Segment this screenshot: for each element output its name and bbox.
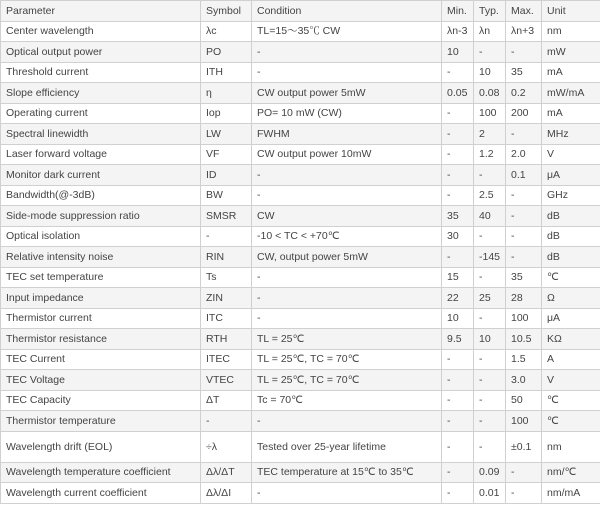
min-cell: - [442,247,474,268]
condition-cell: - [252,288,442,309]
typ-cell: 1.2 [474,144,506,165]
table-row [1,62,600,83]
condition-cell: - [252,42,442,63]
typ-cell: - [474,42,506,63]
condition-cell: - [252,308,442,329]
condition-cell: - [252,185,442,206]
min-cell: 0.05 [442,83,474,104]
table-row [1,103,600,124]
column-header-min: Min. [442,1,474,22]
parameter-cell: Input impedance [1,288,201,309]
unit-cell: mW [542,42,600,63]
max-cell: 200 [506,103,542,124]
typ-cell: - [474,349,506,370]
unit-cell: Ω [542,288,600,309]
table-row [1,431,600,462]
parameter-cell: TEC set temperature [1,267,201,288]
symbol-cell: VF [201,144,252,165]
condition-cell: CW output power 10mW [252,144,442,165]
max-cell: 1.5 [506,349,542,370]
min-cell: - [442,124,474,145]
table-row [1,42,600,63]
parameter-cell: Bandwidth(@-3dB) [1,185,201,206]
symbol-cell: Δλ/ΔT [201,462,252,483]
typ-cell: 10 [474,62,506,83]
condition-cell: TL = 25℃ [252,329,442,350]
column-header-condition: Condition [252,1,442,22]
condition-cell: TL = 25℃, TC = 70℃ [252,370,442,391]
condition-cell: CW, output power 5mW [252,247,442,268]
table-row [1,185,600,206]
typ-cell: - [474,267,506,288]
table-row [1,124,600,145]
typ-cell: - [474,411,506,432]
typ-cell: 2.5 [474,185,506,206]
max-cell: 35 [506,267,542,288]
typ-cell: 40 [474,206,506,227]
table-row [1,411,600,432]
column-header-parameter: Parameter [1,1,201,22]
table-row [1,247,600,268]
condition-cell: - [252,165,442,186]
min-cell: - [442,462,474,483]
symbol-cell: RTH [201,329,252,350]
table-header-row [1,1,600,22]
table-row [1,206,600,227]
condition-cell: FWHM [252,124,442,145]
column-header-max: Max. [506,1,542,22]
condition-cell: TL = 25℃, TC = 70℃ [252,349,442,370]
column-header-typ: Typ. [474,1,506,22]
max-cell: - [506,185,542,206]
table-row [1,370,600,391]
symbol-cell: ITEC [201,349,252,370]
symbol-cell: ID [201,165,252,186]
parameter-cell: Thermistor current [1,308,201,329]
condition-cell: CW output power 5mW [252,83,442,104]
condition-cell: CW [252,206,442,227]
unit-cell: nm/℃ [542,462,600,483]
unit-cell: nm [542,431,600,462]
table-row [1,483,600,504]
typ-cell: 100 [474,103,506,124]
typ-cell: 10 [474,329,506,350]
parameter-cell: Spectral linewidth [1,124,201,145]
parameter-cell: Slope efficiency [1,83,201,104]
unit-cell: ℃ [542,390,600,411]
unit-cell: μA [542,165,600,186]
unit-cell: nm/mA [542,483,600,504]
parameter-cell: Optical output power [1,42,201,63]
typ-cell: - [474,370,506,391]
table-row [1,308,600,329]
min-cell: 10 [442,308,474,329]
symbol-cell: SMSR [201,206,252,227]
condition-cell: -10 < TC < +70℃ [252,226,442,247]
max-cell: 3.0 [506,370,542,391]
typ-cell: 0.08 [474,83,506,104]
symbol-cell: - [201,226,252,247]
max-cell: 28 [506,288,542,309]
symbol-cell: PO [201,42,252,63]
min-cell: 9.5 [442,329,474,350]
max-cell: ±0.1 [506,431,542,462]
unit-cell: dB [542,206,600,227]
unit-cell: mW/mA [542,83,600,104]
min-cell: - [442,411,474,432]
min-cell: - [442,483,474,504]
symbol-cell: η [201,83,252,104]
unit-cell: dB [542,247,600,268]
max-cell: - [506,124,542,145]
min-cell: λn-3 [442,21,474,42]
min-cell: - [442,144,474,165]
unit-cell: mA [542,103,600,124]
table-row [1,349,600,370]
condition-cell: TL=15～35℃ CW [252,21,442,42]
unit-cell: mA [542,62,600,83]
symbol-cell: ZIN [201,288,252,309]
table-row [1,462,600,483]
max-cell: 100 [506,411,542,432]
symbol-cell: - [201,411,252,432]
condition-cell: - [252,267,442,288]
table-row [1,329,600,350]
table-row [1,288,600,309]
condition-cell: Tc = 70℃ [252,390,442,411]
min-cell: 22 [442,288,474,309]
condition-cell: - [252,483,442,504]
max-cell: - [506,226,542,247]
condition-cell: TEC temperature at 15℃ to 35℃ [252,462,442,483]
parameter-cell: TEC Voltage [1,370,201,391]
min-cell: 15 [442,267,474,288]
max-cell: 10.5 [506,329,542,350]
parameter-cell: TEC Capacity [1,390,201,411]
min-cell: - [442,431,474,462]
symbol-cell: RIN [201,247,252,268]
typ-cell: - [474,390,506,411]
min-cell: - [442,62,474,83]
table-row [1,267,600,288]
unit-cell: V [542,370,600,391]
table-row [1,390,600,411]
min-cell: 35 [442,206,474,227]
max-cell: 0.1 [506,165,542,186]
parameter-cell: Thermistor temperature [1,411,201,432]
symbol-cell: Iop [201,103,252,124]
max-cell: λn+3 [506,21,542,42]
max-cell: 0.2 [506,83,542,104]
max-cell: 100 [506,308,542,329]
min-cell: - [442,370,474,391]
table-row [1,144,600,165]
unit-cell: A [542,349,600,370]
typ-cell: - [474,165,506,186]
typ-cell: 2 [474,124,506,145]
max-cell: - [506,483,542,504]
typ-cell: 0.01 [474,483,506,504]
parameter-cell: Side-mode suppression ratio [1,206,201,227]
symbol-cell: LW [201,124,252,145]
max-cell: - [506,247,542,268]
condition-cell: Tested over 25-year lifetime [252,431,442,462]
parameter-cell: Relative intensity noise [1,247,201,268]
typ-cell: - [474,226,506,247]
parameter-cell: TEC Current [1,349,201,370]
parameter-cell: Operating current [1,103,201,124]
table-row [1,83,600,104]
condition-cell: PO= 10 mW (CW) [252,103,442,124]
symbol-cell: ÷λ [201,431,252,462]
typ-cell: -145 [474,247,506,268]
max-cell: - [506,206,542,227]
unit-cell: MHz [542,124,600,145]
unit-cell: ℃ [542,411,600,432]
table-row [1,21,600,42]
symbol-cell: λc [201,21,252,42]
spec-table-body [1,1,600,504]
symbol-cell: ΔT [201,390,252,411]
table-row [1,165,600,186]
symbol-cell: ITC [201,308,252,329]
unit-cell: μA [542,308,600,329]
max-cell: - [506,462,542,483]
unit-cell: GHz [542,185,600,206]
unit-cell: ℃ [542,267,600,288]
condition-cell: - [252,411,442,432]
min-cell: - [442,349,474,370]
max-cell: - [506,42,542,63]
symbol-cell: VTEC [201,370,252,391]
symbol-cell: Δλ/ΔI [201,483,252,504]
column-header-symbol: Symbol [201,1,252,22]
typ-cell: 25 [474,288,506,309]
min-cell: 10 [442,42,474,63]
max-cell: 35 [506,62,542,83]
min-cell: 30 [442,226,474,247]
parameter-cell: Thermistor resistance [1,329,201,350]
parameter-cell: Center wavelength [1,21,201,42]
parameter-cell: Optical isolation [1,226,201,247]
symbol-cell: BW [201,185,252,206]
symbol-cell: Ts [201,267,252,288]
condition-cell: - [252,62,442,83]
unit-cell: nm [542,21,600,42]
parameter-cell: Wavelength drift (EOL) [1,431,201,462]
unit-cell: KΩ [542,329,600,350]
parameter-cell: Laser forward voltage [1,144,201,165]
unit-cell: dB [542,226,600,247]
parameter-cell: Wavelength temperature coefficient [1,462,201,483]
min-cell: - [442,185,474,206]
table-row [1,226,600,247]
min-cell: - [442,103,474,124]
typ-cell: 0.09 [474,462,506,483]
min-cell: - [442,390,474,411]
parameter-cell: Threshold current [1,62,201,83]
max-cell: 2.0 [506,144,542,165]
parameter-cell: Wavelength current coefficient [1,483,201,504]
typ-cell: λn [474,21,506,42]
parameter-cell: Monitor dark current [1,165,201,186]
typ-cell: - [474,308,506,329]
symbol-cell: ITH [201,62,252,83]
max-cell: 50 [506,390,542,411]
column-header-unit: Unit [542,1,600,22]
typ-cell: - [474,431,506,462]
min-cell: - [442,165,474,186]
unit-cell: V [542,144,600,165]
